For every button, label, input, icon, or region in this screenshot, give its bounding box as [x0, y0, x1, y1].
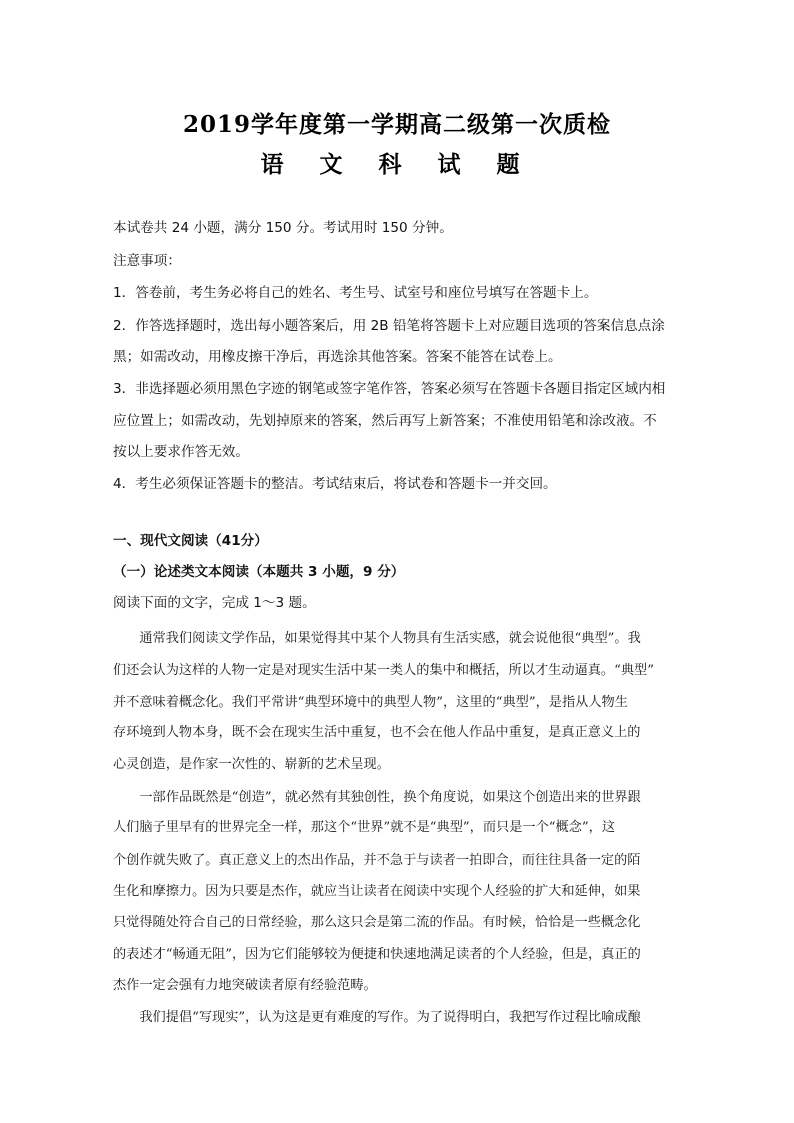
exam-title: 2019学年度第一学期高二级第一次质检	[182, 111, 611, 138]
passage-line: 通常我们阅读文学作品，如果觉得其中某个人物具有生活实感，就会说他很“典型”。我	[113, 631, 641, 646]
notice-line: 1．答卷前，考生务必将自己的姓名、考生号、试室号和座位号填写在答题卡上。	[113, 285, 598, 301]
section-instruction: 阅读下面的文字，完成 1～3 题。	[113, 595, 316, 611]
notice-line: 4．考生必须保证答题卡的整洁。考试结束后，将试卷和答题卡一并交回。	[113, 476, 557, 492]
passage-line: 的表述才“畅通无阻”，因为它们能够较为便捷和快速地满足读者的个人经验，但是，真正的	[113, 947, 641, 962]
notice-heading: 注意事项：	[113, 253, 181, 269]
passage-line: 只觉得随处符合自己的日常经验，那么这只会是第二流的作品。有时候，恰恰是一些概念化	[113, 915, 641, 930]
exam-subtitle: 语 文 科 试 题	[260, 151, 534, 178]
passage-line: 人们脑子里早有的世界完全一样，那这个“世界”就不是“典型”，而只是一个“概念”，这	[113, 820, 616, 835]
passage-line: 杰作一定会强有力地突破读者原有经验范畴。	[113, 978, 377, 993]
passage-line: 生化和摩擦力。因为只要是杰作，就应当让读者在阅读中实现个人经验的扩大和延伸，如果	[113, 884, 641, 899]
passage-line: 存环境到人物本身，既不会在现实生活中重复，也不会在他人作品中重复，是真正意义上的	[113, 725, 641, 740]
notice-line: 应位置上；如需改动，先划掉原来的答案，然后再写上新答案；不准使用铅笔和涂改液。不	[113, 413, 657, 429]
notice-line: 黑；如需改动，用橡皮擦干净后，再选涂其他答案。答案不能答在试卷上。	[113, 349, 562, 365]
section-heading: 一、现代文阅读（41分）	[113, 533, 268, 549]
exam-summary: 本试卷共 24 小题，满分 150 分。考试用时 150 分钟。	[113, 220, 453, 236]
section-subheading: （一）论述类文本阅读（本题共 3 小题，9 分）	[113, 564, 405, 580]
notice-line: 2．作答选择题时，选出每小题答案后，用 2B 铅笔将答题卡上对应题目选项的答案信息点涂	[113, 318, 665, 334]
passage-line: 个创作就失败了。真正意义上的杰出作品，并不急于与读者一拍即合，而往往具备一定的陌	[113, 853, 641, 868]
passage-line: 们还会认为这样的人物一定是对现实生活中某一类人的集中和概括，所以才生动逼真。“典型”	[113, 663, 654, 678]
notice-line: 按以上要求作答无效。	[113, 444, 249, 460]
notice-line: 3．非选择题必须用黑色字迹的钢笔或签字笔作答，答案必须写在答题卡各题目指定区域内相	[113, 381, 666, 397]
passage-line: 我们提倡“写现实”，认为这是更有难度的写作。为了说得明白，我把写作过程比喻成酿	[113, 1010, 641, 1025]
passage-line: 并不意味着概念化。我们平常讲“典型环境中的典型人物”，这里的“典型”，是指从人物生	[113, 695, 628, 710]
passage-line: 心灵创造，是作家一次性的、崭新的艺术呈现。	[113, 757, 390, 772]
passage-line: 一部作品既然是“创造”，就必然有其独创性，换个角度说，如果这个创造出来的世界跟	[113, 790, 641, 805]
